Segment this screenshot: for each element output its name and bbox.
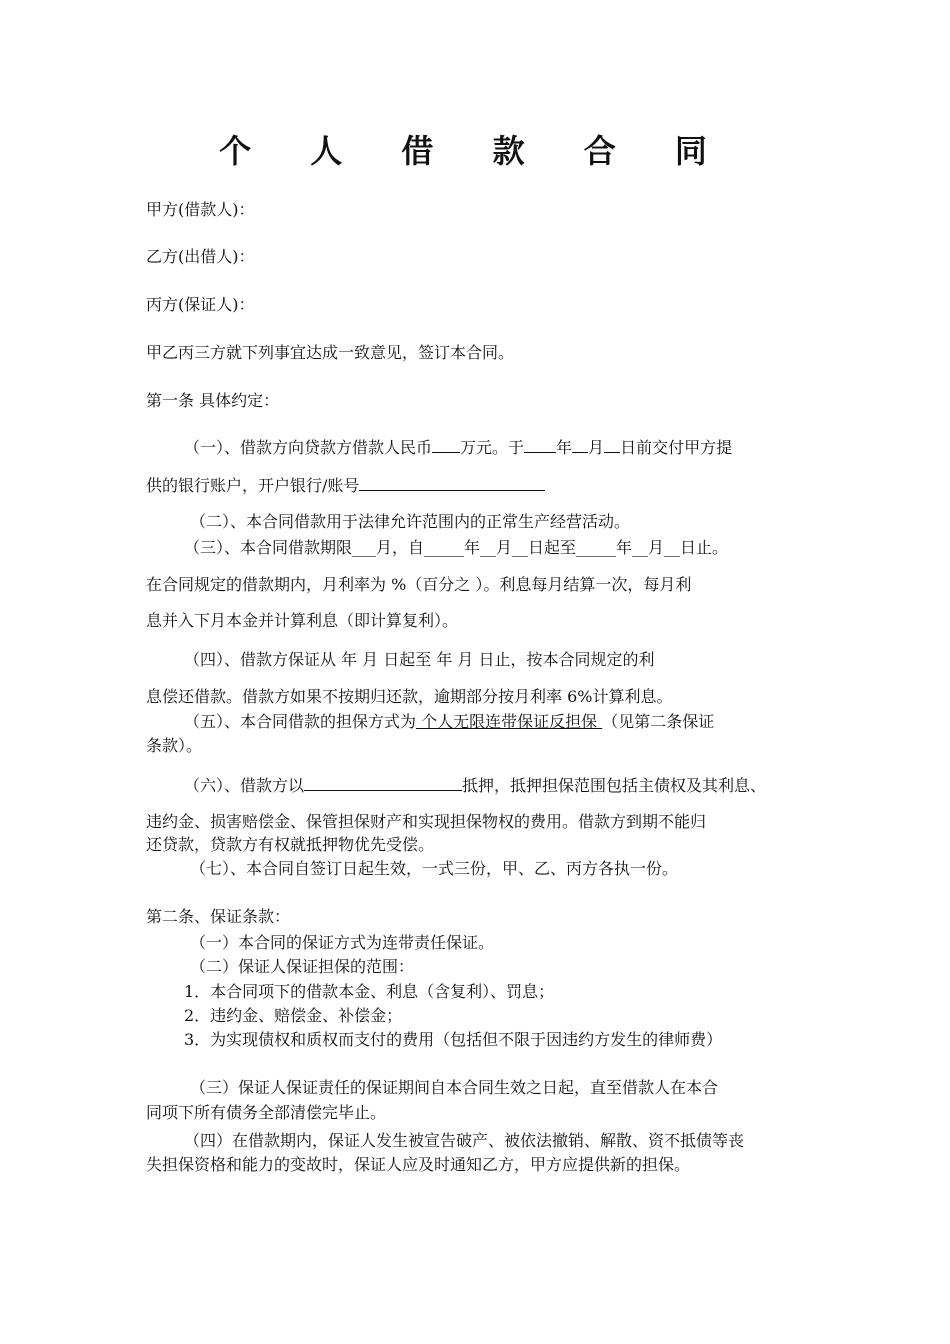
article2-clause2: （二）保证人保证担保的范围： (190, 957, 415, 976)
article1-clause6-line2: 违约金、损害赔偿金、保管担保财产和实现担保物权的费用。借款方到期不能归 (146, 812, 707, 831)
article1-heading: 第一条 具体约定： (146, 391, 280, 410)
article1-clause1-line1 (184, 436, 732, 459)
article1-clause1-line2 (146, 474, 545, 497)
amount-blank (432, 436, 460, 453)
clause1-line2-text: 供的银行账户，开户银行/账号 (146, 476, 360, 495)
clause6-text-b: 抵押，抵押担保范围包括主债权及其利息、 (462, 776, 767, 795)
clause5-text-a: （五）、本合同借款的担保方式为 (184, 712, 417, 731)
account-blank (359, 474, 545, 491)
month-blank (572, 436, 588, 453)
intro-text: 甲乙丙三方就下列事宜达成一致意见，签订本合同。 (146, 343, 515, 362)
article1-clause3-line2: 在合同规定的借款期内，月利率为 %（百分之 ）。利息每月结算一次，每月利 (146, 575, 692, 594)
article1-clause5-line2: 条款）。 (146, 736, 203, 755)
article2-clause4-line2: 失担保资格和能力的变故时，保证人应及时通知乙方，甲方应提供新的担保。 (146, 1155, 691, 1174)
article1-clause4-line1: （四）、借款方保证从 年 月 日起至 年 月 日止，按本合同规定的利 (184, 650, 655, 669)
article2-item3: 3．为实现债权和质权而支付的费用（包括但不限于因违约方发生的律师费） (184, 1030, 723, 1049)
article1-clause5-line1 (184, 711, 714, 733)
article2-clause3-line1: （三）保证人保证责任的保证期间自本合同生效之日起，直至借款人在本合 (190, 1078, 719, 1097)
article1-clause6-line1 (184, 774, 766, 797)
party-a-label: 甲方(借款人)： (146, 200, 255, 219)
clause1-text-c: 年 (556, 438, 573, 457)
article2-clause3-line2: 同项下所有债务全部清偿完毕止。 (146, 1103, 387, 1122)
article2-item1: 1．本合同项下的借款本金、利息（含复利）、罚息； (184, 982, 555, 1001)
article2-heading: 第二条、保证条款： (146, 907, 291, 926)
party-c-label: 丙方(保证人)： (146, 295, 255, 314)
article1-clause3-line3: 息并入下月本金并计算利息（即计算复利）。 (146, 611, 459, 630)
page-title: 个 人 借 款 合 同 (219, 132, 731, 170)
clause1-text-a: （一）、借款方向贷款方借款人民币 (184, 438, 433, 457)
clause1-text-d: 月 (588, 438, 605, 457)
article2-item2: 2．违约金、赔偿金、补偿金； (184, 1006, 403, 1025)
party-b-label: 乙方(出借人)： (146, 247, 255, 266)
article1-clause4-line2: 息偿还借款。借款方如果不按期归还款，逾期部分按月利率 6%计算利息。 (146, 687, 673, 706)
article1-clause2: （二）、本合同借款用于法律允许范围内的正常生产经营活动。 (190, 512, 631, 531)
article1-clause3-line1: （三）、本合同借款期限___月，自_____年__月__日起至_____年__月__日止。 (184, 538, 729, 557)
article1-clause6-line3: 还贷款，贷款方有权就抵押物优先受偿。 (146, 835, 435, 854)
day-blank (604, 436, 620, 453)
clause1-text-b: 万元。于 (460, 438, 525, 457)
year-blank (524, 436, 556, 453)
clause6-text-a: （六）、借款方以 (184, 776, 305, 795)
clause5-text-c: （见第二条保证 (602, 712, 715, 731)
collateral-blank (304, 774, 462, 791)
guarantee-method: 个人无限连带保证反担保 (416, 712, 603, 731)
clause1-text-e: 日前交付甲方提 (620, 438, 733, 457)
article2-clause1: （一）本合同的保证方式为连带责任保证。 (190, 933, 495, 952)
article2-clause4-line1: （四）在借款期内，保证人发生被宣告破产、被依法撤销、解散、资不抵债等丧 (184, 1131, 745, 1150)
article1-clause7: （七）、本合同自签订日起生效，一式三份，甲、乙、丙方各执一份。 (190, 859, 679, 878)
